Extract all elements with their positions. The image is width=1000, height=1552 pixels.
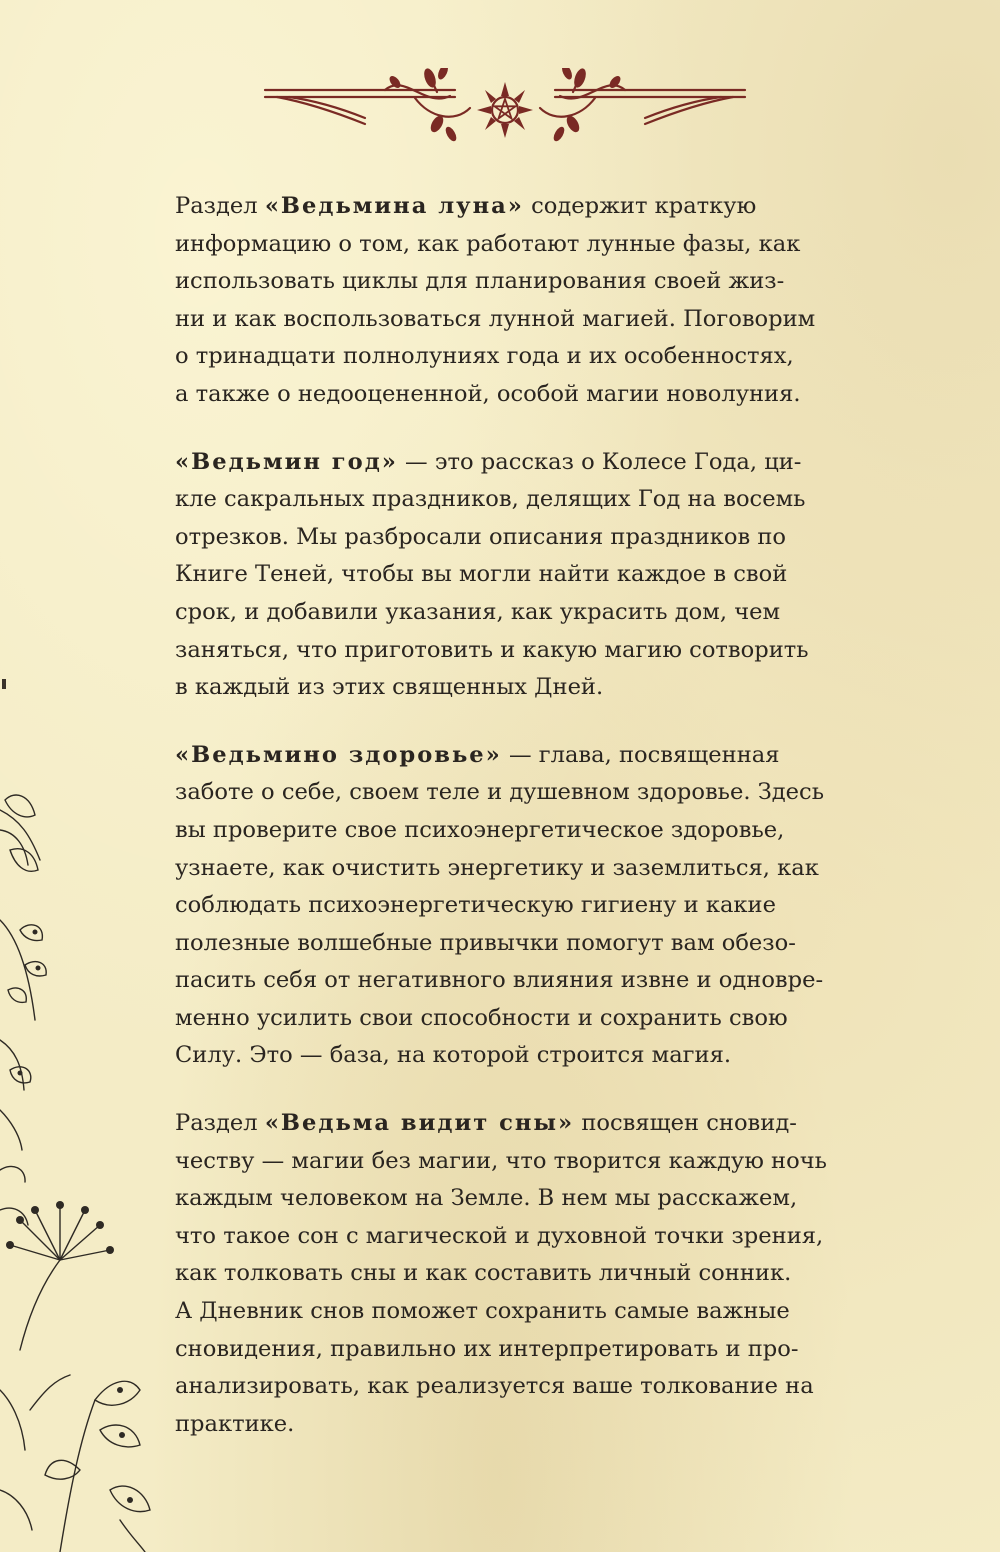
section-title: «Ведьмина луна» (264, 193, 524, 219)
paragraph-witch-dreams: Раздел «Ведьма видит сны» посвящен сновид- честву — магии без магии, что творится каждую ночь каждым человеком на Земле. В нем мы расскажем, что такое сон с магической и духовной точки зрения, как толковать сны и как составить личный сонник. А Дневник снов поможет сохранить самые важные сновидения, правильно их интерпретировать и про- анализировать, как реализуется ваше толкование на практике. (175, 1110, 827, 1437)
paragraph-witch-health: «Ведьмино здоровье» — глава, посвященная заботе о себе, своем теле и душевном здоровье. Здесь вы проверите свое психоэнергетическое здоровье, узнаете, как очистить энергетику и заземлиться, как соблюдать психоэнергетическую гигиену и какие полезные волшебные привычки помогут вам обезо- пасить себя от негативного влияния извне и одновре- менно усилить свои способности и сохранить свою Силу. Это — база, на которой строится магия. (175, 741, 825, 1069)
pentagram-icon (477, 82, 533, 138)
body-text (175, 188, 855, 1473)
page-edge-mark (2, 679, 6, 689)
botanical-illustration (0, 790, 175, 1552)
section-title: «Ведьмин год» (175, 448, 398, 475)
section-title: «Ведьмино здоровье» (175, 741, 502, 768)
section-title: «Ведьма видит сны» (264, 1110, 575, 1137)
paragraph-witch-moon: Раздел «Ведьмина луна» содержит краткую информацию о том, как работают лунные фазы, как использовать циклы для планирования своей жиз- ни и как воспользоваться лунной магией. Поговорим о тринадцати полнолуниях года и их особенностях, а также о недооцененной, особой магии новолуния. (175, 193, 816, 407)
header-ornament (255, 68, 755, 148)
paragraph-witch-year: «Ведьмин год» — это рассказ о Колесе Года, ци- кле сакральных праздников, делящих Год на восемь отрезков. Мы разбросали описания праздников по Книге Теней, чтобы вы могли найти каждое в свой срок, и добавили указания, как украсить дом, чем заняться, что приготовить и какую магию сотворить в каждый из этих священных Дней. (175, 448, 809, 701)
